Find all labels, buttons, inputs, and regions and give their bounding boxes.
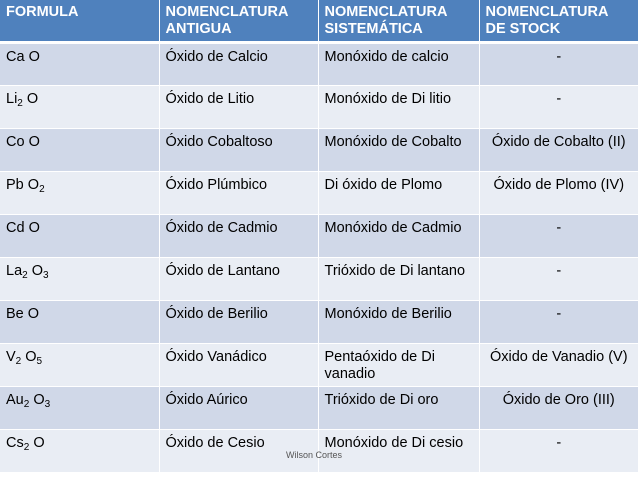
element-subscript: 2 bbox=[22, 269, 28, 281]
element-symbol: O bbox=[27, 262, 44, 279]
antigua-cell: Óxido Aúrico bbox=[159, 386, 318, 429]
element-symbol: O bbox=[24, 219, 40, 236]
antigua-cell: Óxido de Litio bbox=[159, 85, 318, 128]
formula-cell bbox=[0, 85, 159, 128]
element-symbol: Cd bbox=[6, 219, 25, 236]
element-symbol: O bbox=[22, 90, 39, 107]
antigua-cell: Óxido de Lantano bbox=[159, 257, 318, 300]
sistematica-cell: Monóxido de Di litio bbox=[318, 85, 479, 128]
sistematica-cell: Monóxido de Cadmio bbox=[318, 214, 479, 257]
element-subscript: 2 bbox=[39, 183, 45, 195]
element-symbol: O bbox=[23, 176, 40, 193]
header-nomenclatura-stock: NOMENCLATURA DE STOCK bbox=[479, 0, 638, 42]
table-row bbox=[0, 171, 638, 214]
watermark: Wilson Cortes bbox=[286, 450, 343, 460]
formula-cell bbox=[0, 171, 159, 214]
formula-cell bbox=[0, 128, 159, 171]
stock-cell: - bbox=[479, 85, 638, 128]
table-row bbox=[0, 257, 638, 300]
sistematica-cell: Di óxido de Plomo bbox=[318, 171, 479, 214]
formula-cell bbox=[0, 343, 159, 386]
table-header-row bbox=[0, 0, 638, 42]
formula-cell bbox=[0, 214, 159, 257]
element-symbol: La bbox=[6, 262, 23, 279]
element-symbol: O bbox=[24, 133, 40, 150]
stock-cell: - bbox=[479, 42, 638, 85]
element-symbol: Li bbox=[6, 90, 18, 107]
element-symbol: O bbox=[29, 391, 45, 408]
table-row bbox=[0, 128, 638, 171]
element-subscript: 3 bbox=[43, 269, 49, 281]
element-symbol: O bbox=[29, 434, 45, 451]
antigua-cell: Óxido de Cadmio bbox=[159, 214, 318, 257]
element-symbol: O bbox=[24, 48, 40, 65]
formula-cell bbox=[0, 257, 159, 300]
table-row bbox=[0, 386, 638, 429]
table-row bbox=[0, 343, 638, 386]
antigua-cell: Óxido de Cesio bbox=[159, 429, 318, 472]
formula-cell bbox=[0, 429, 159, 472]
table-row bbox=[0, 214, 638, 257]
antigua-cell: Óxido Plúmbico bbox=[159, 171, 318, 214]
antigua-cell: Óxido de Calcio bbox=[159, 42, 318, 85]
antigua-cell: Óxido de Berilio bbox=[159, 300, 318, 343]
table-row bbox=[0, 300, 638, 343]
stock-cell: Óxido de Oro (III) bbox=[479, 386, 638, 429]
element-subscript: 2 bbox=[17, 97, 23, 109]
formula-cell bbox=[0, 386, 159, 429]
element-symbol: V bbox=[6, 348, 16, 365]
table-body bbox=[0, 42, 638, 472]
element-symbol: Cs bbox=[6, 434, 24, 451]
header-nomenclatura-antigua: NOMENCLATURA ANTIGUA bbox=[159, 0, 318, 42]
sistematica-cell: Trióxido de Di lantano bbox=[318, 257, 479, 300]
element-symbol: Au bbox=[6, 391, 24, 408]
element-symbol: Pb bbox=[6, 176, 24, 193]
element-subscript: 2 bbox=[23, 441, 30, 453]
element-subscript: 3 bbox=[44, 398, 51, 410]
element-symbol: Ca bbox=[6, 48, 25, 65]
sistematica-cell: Monóxido de Cobalto bbox=[318, 128, 479, 171]
table-row bbox=[0, 85, 638, 128]
stock-cell: - bbox=[479, 257, 638, 300]
header-nomenclatura-sistematica: NOMENCLATURA SISTEMÁTICA bbox=[318, 0, 479, 42]
header-formula: FORMULA bbox=[0, 0, 159, 42]
sistematica-cell: Monóxido de Berilio bbox=[318, 300, 479, 343]
table-row bbox=[0, 42, 638, 85]
antigua-cell: Óxido Vanádico bbox=[159, 343, 318, 386]
element-subscript: 2 bbox=[23, 398, 30, 410]
stock-cell: Óxido de Vanadio (V) bbox=[479, 343, 638, 386]
antigua-cell: Óxido Cobaltoso bbox=[159, 128, 318, 171]
stock-cell: - bbox=[479, 429, 638, 472]
element-symbol: Co bbox=[6, 133, 25, 150]
sistematica-cell: Pentaóxido de Di vanadio bbox=[318, 343, 479, 386]
element-symbol: Be bbox=[6, 305, 24, 322]
stock-cell: Óxido de Cobalto (II) bbox=[479, 128, 638, 171]
sistematica-cell: Monóxido de Di cesio bbox=[318, 429, 479, 472]
stock-cell: Óxido de Plomo (IV) bbox=[479, 171, 638, 214]
element-symbol: O bbox=[23, 305, 40, 322]
stock-cell: - bbox=[479, 300, 638, 343]
element-subscript: 5 bbox=[36, 355, 43, 367]
formula-cell bbox=[0, 42, 159, 85]
formula-cell bbox=[0, 300, 159, 343]
element-symbol: O bbox=[21, 348, 37, 365]
sistematica-cell: Trióxido de Di oro bbox=[318, 386, 479, 429]
element-subscript: 2 bbox=[15, 355, 22, 367]
stock-cell: - bbox=[479, 214, 638, 257]
sistematica-cell: Monóxido de calcio bbox=[318, 42, 479, 85]
